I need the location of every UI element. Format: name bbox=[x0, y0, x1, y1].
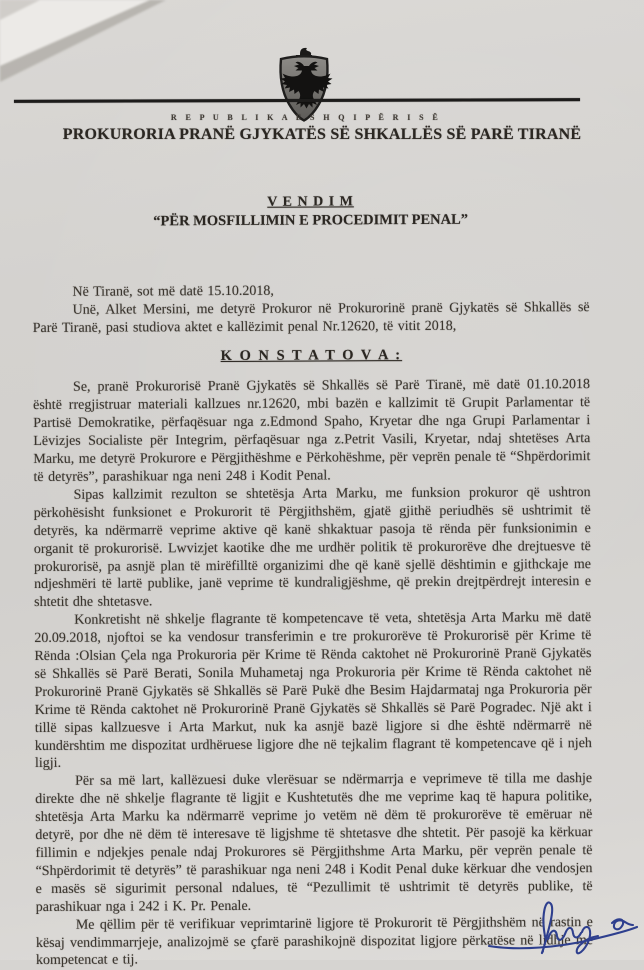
republic-label: R E P U B L I K A E S H Q I P Ë R I S Ë bbox=[170, 113, 442, 122]
body-paragraph-5: Me qëllim për të verifikuar veprimtarinë ligjore të Prokurorit të Përgjithshëm në rastin e kësaj vendimmarrjeje, analizojmë se çfarë parashikojnë dispozitat ligjore përkatëse në lidhje me kompetencat e tij. bbox=[35, 914, 593, 969]
body-paragraph-3: Konkretisht në shkelje flagrante të kompetencave të veta, shtetësja Arta Marku më datë 20.09.2018, njoftoi se ka vendosur transferimin e tre prokurorëve të Prokurorisë për Krime të Rënda :Olsian Çela nga Prokuroria për Krime të Rënda caktohet në Prokurorinë Pranë Gjykatës së Shkallës së Parë Berati, Sonila Muhametaj nga Prokuroria për Krime të Rënda caktohet në Prokurorinë Pranë Gjykatës së Shkallës së Parë Pukë dhe Besim Hajdarmataj nga Prokuroria për Krime të Rënda caktohet në Prokurorinë Pranë Gjykatës së Shkallës së Parë Pogradec. Një akt i tillë sipas kallzuesve i Arta Markut, nuk ka asnjë bazë ligjore si dhe është ndërmarrë në kundërshtim me dispozitat urdhëruese ligjore dhe në tejkalim flagrant të kompetencave që i njeh ligji. bbox=[34, 610, 592, 772]
handwritten-signature-icon bbox=[486, 891, 642, 957]
body-paragraph-4: Për sa më lart, kallëzuesi duke vlerësuar se ndërmarrja e veprimeve të tilla me dashje direkte dhe në shkelje flagrante të ligjit e Kushtetutës dhe me veprime kaq të hapura politike, shtetësja Arta Marku ka ndërmarrë veprime jo vetëm në dëm të prokurorëve të emëruar në detyrë, por dhe në dëm të interesave të ligjshme të shtetasve dhe shtetit. Për pasojë ka kërkuar fillimin e ndjekjes penale ndaj Prokurores së Përgjithshme Arta Marku, për veprën penale të “Shpërdorimit të detyrës” të parashikuar nga neni 248 i Kodit Penal duke kërkuar dhe vendosjen e masës së sigurimit personal ndalues, të “Pezullimit të ushtrimit të detyrës publike, të parashikuar nga i 242 i K. Pr. Penale. bbox=[35, 771, 593, 915]
office-title: PROKURORIA PRANË GJYKATËS SË SHKALLËS SË PARË TIRANË bbox=[62, 126, 582, 143]
intro-date-line: Në Tiranë, sot më datë 15.10.2018, bbox=[72, 283, 274, 300]
intro-prosecutor-line: Unë, Alket Mersini, me detyrë Prokuror në Prokurorinë pranë Gjykatës së Shkallës së Parë Tiranë, pasi studiova aktet e kallëzimit penal Nr.12620, të vitit 2018, bbox=[32, 299, 590, 336]
page-corner-fold bbox=[0, 0, 190, 90]
body-paragraph-1: Se, pranë Prokurorisë Pranë Gjykatës së Shkallës së Parë Tiranë, më datë 01.10.2018 është rregjistruar materiali kallzues nr.12620, mbi bazën e kallzimit të Grupit Parlamentar të Partisë Demokratike, përfaqësuar nga z.Edmond Spaho, Kryetar dhe nga Grupi Parlamentar i Lëvizjes Socialiste për Integrim, përfaqësuar nga z.Petrit Vasili, Kryetar, ndaj shtetëses Arta Marku, me detyrë Prokurore e Përgjithëshme e Përkohëshme, për veprën penale të “Shpërdorimit të detyrës”, parashikuar nga neni 248 i Kodit Penal. bbox=[33, 377, 591, 485]
section-heading-konstatova: K O N S T A T O V A : bbox=[220, 346, 403, 364]
document-body bbox=[32, 189, 593, 970]
decision-subtitle: “PËR MOSFILLIMIN E PROCEDIMIT PENAL” bbox=[153, 211, 469, 230]
body-paragraph-2: Sipas kallzimit rezulton se shtetësja Arta Marku, me funksion prokuror që ushtron përkohësisht funksionet e Prokurorit të Përgjithshëm, gjatë gjithë periudhës së ushtrimit të detyrës, ka ndërmarrë veprime aktive që kanë shkaktuar pasoja të rënda për funksionimin e organit të prokurorisë. Lwvizjet kaotike dhe me urdhër politik të prokurorëve dhe drejtuesve të prokurorisë, pa asnjë plan të mirëfilltë organizimi dhe që kanë sjellë dështimin e gjithckaje me ndjeshmëri të lartë publike, janë veprime të kundraligjëshme, që prekin drejtpërdrejt interesin e shtetit dhe shtetasve. bbox=[33, 484, 592, 611]
decision-title: V E N D I M bbox=[267, 194, 354, 210]
